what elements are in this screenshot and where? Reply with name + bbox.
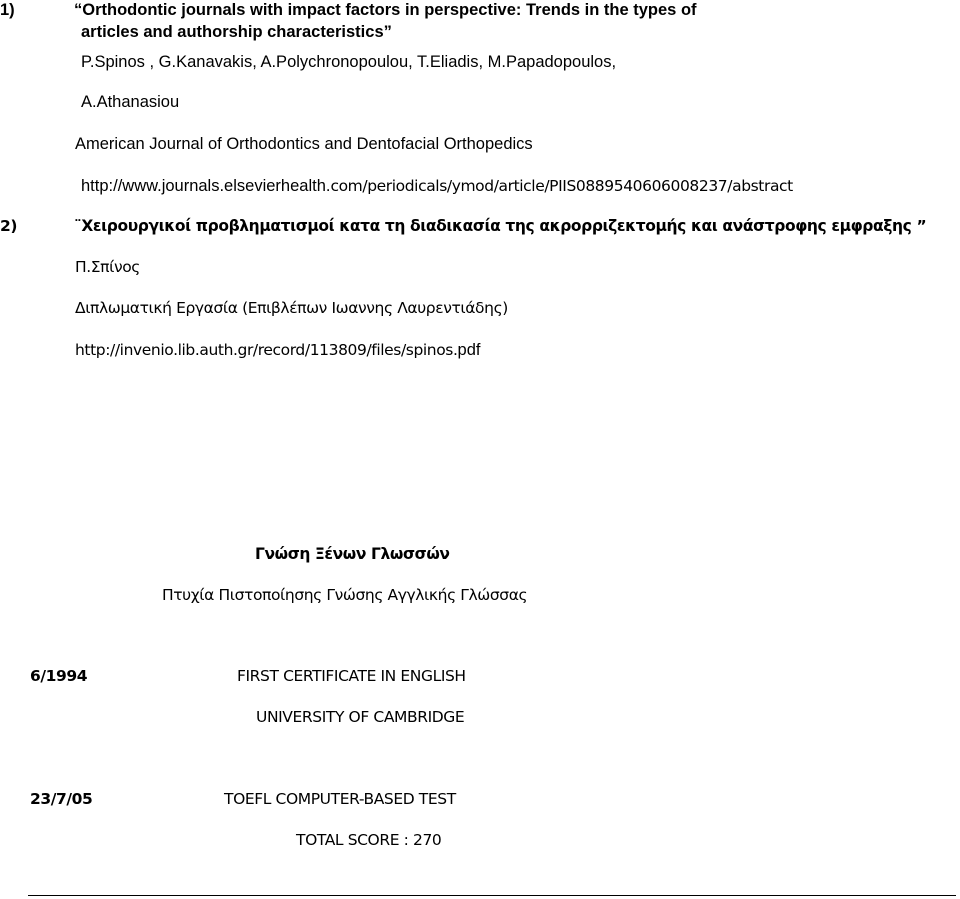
certificate-2-detail: TOTAL SCORE : 270 — [296, 831, 442, 849]
publication-1-open-quote: “ — [74, 1, 83, 19]
publication-1-close-quote: ” — [383, 23, 392, 41]
publication-2-url-part-2: pdf — [457, 341, 481, 359]
publication-1-number: 1) — [0, 1, 15, 19]
publication-1-journal: American Journal of Orthodontics and Dentofacial Orthopedics — [75, 135, 533, 153]
publication-2-number: 2) — [0, 217, 18, 235]
publication-1-url-part-1: http://www.journals.elsevierhealth. — [81, 177, 331, 195]
certificate-1-detail: UNIVERSITY OF CAMBRIDGE — [256, 708, 465, 726]
bottom-divider — [28, 895, 956, 896]
publication-1-title-text-2: articles and authorship characteristics — [81, 23, 384, 41]
publication-1-url[interactable] — [81, 178, 793, 195]
languages-heading: Γνώση Ξένων Γλωσσών — [255, 545, 450, 563]
publication-1-title-line-2 — [81, 24, 392, 41]
publication-2-close-quote: ” — [916, 217, 927, 235]
publication-2-description: Διπλωματική Εργασία (Επιβλέπων Ιωαννης Λαυρεντιάδης) — [75, 299, 508, 317]
publication-1-title-line-1 — [74, 2, 697, 19]
publication-2-title — [74, 219, 926, 235]
languages-subheading: Πτυχία Πιστοποίησης Γνώσης Αγγλικής Γλώσσας — [162, 586, 528, 604]
publication-2-title-text: Χειρουργικοί προβληματισμοί κατα τη διαδικασία της ακρορριζεκτομής και ανάστροφης εμφραξης — [81, 217, 912, 235]
certificate-1-title: FIRST CERTIFICATE IN ENGLISH — [237, 667, 466, 685]
publication-1-authors-line-2: A.Athanasiou — [81, 93, 180, 111]
publication-2-open-quote: ¨ — [74, 217, 82, 235]
publication-1-authors-line-1: P.Spinos , G.Kanavakis, A.Polychronopoulou, T.Eliadis, M.Papadopoulos, — [81, 53, 617, 71]
publication-2-author: Π.Σπίνος — [75, 258, 140, 276]
publication-1-url-part-2: com/periodicals/ymod/article/PIIS0889540606008237/abstract — [330, 177, 793, 195]
publication-2-url[interactable] — [75, 342, 480, 359]
certificate-2-date: 23/7/05 — [30, 790, 93, 808]
publication-1-title-text-1: Orthodontic journals with impact factors in perspective: Trends in the types of — [82, 1, 697, 19]
certificate-1-date: 6/1994 — [30, 667, 88, 685]
certificate-2-title: TOEFL COMPUTER-BASED TEST — [224, 790, 456, 808]
publication-2-url-part-1: http://invenio.lib.auth.gr/record/113809/files/spinos. — [75, 341, 458, 359]
